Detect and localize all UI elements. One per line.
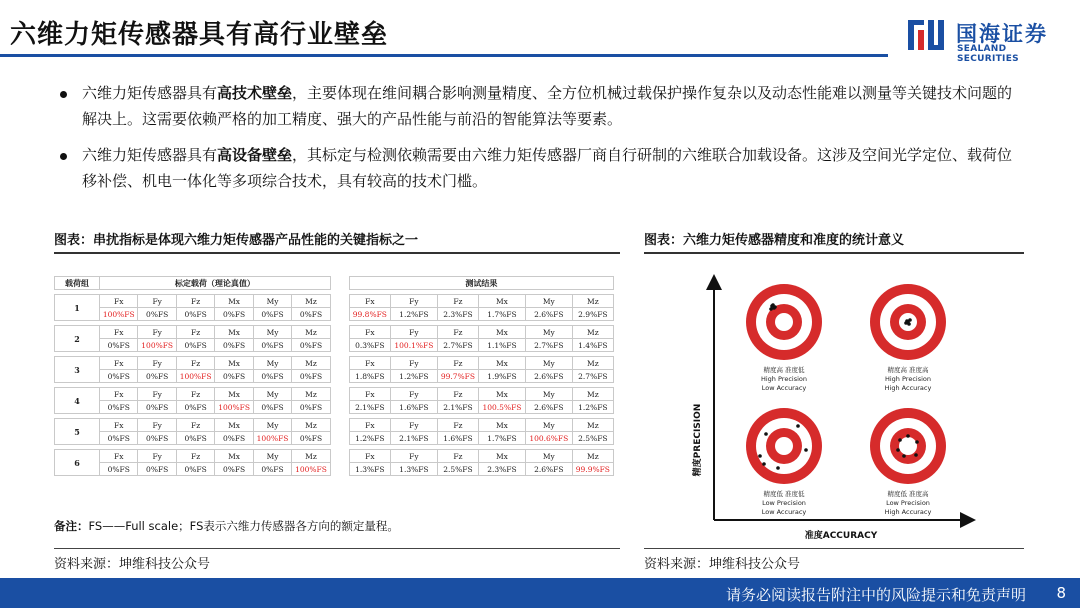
axis-header-cell: Fy	[390, 388, 437, 401]
bullet-dot-icon	[60, 153, 67, 160]
axis-header-cell: Fy	[390, 357, 437, 370]
crosstalk-table	[54, 276, 614, 476]
right-caption-rule	[644, 252, 1024, 254]
header-result: 测试结果	[349, 277, 613, 290]
axis-header-cell: Fy	[390, 295, 437, 308]
target-label: High Precision	[760, 375, 808, 383]
result-value-cell: 2.6%FS	[525, 308, 572, 321]
axis-header-cell: Fx	[349, 357, 390, 370]
table-row	[55, 450, 614, 463]
axis-header-cell: Mz	[292, 326, 330, 339]
target-label: High Accuracy	[884, 508, 932, 516]
load-group-cell: 4	[55, 388, 100, 414]
axis-header-cell: My	[525, 295, 572, 308]
load-value-cell: 0%FS	[215, 463, 253, 476]
result-value-cell: 2.5%FS	[572, 432, 613, 445]
target-label: High Precision	[884, 375, 932, 383]
header-load: 标定载荷（理论真值）	[100, 277, 331, 290]
result-value-cell: 2.3%FS	[437, 308, 478, 321]
page-number: 8	[1056, 584, 1066, 602]
target-label: Low Accuracy	[761, 508, 807, 516]
bullet-text-bold: 高设备壁垒	[217, 146, 293, 164]
result-value-cell: 2.3%FS	[479, 463, 526, 476]
axis-header-cell: Fz	[437, 450, 478, 463]
load-group-cell: 6	[55, 450, 100, 476]
logo-chinese-name: 国海证券	[956, 22, 1048, 46]
load-value-cell: 0%FS	[100, 463, 138, 476]
shot-mark	[773, 305, 777, 309]
load-value-cell: 100%FS	[253, 432, 291, 445]
shot-mark	[776, 466, 780, 470]
axis-header-cell: Fz	[176, 326, 214, 339]
axis-header-cell: Fx	[349, 295, 390, 308]
result-value-cell: 1.3%FS	[349, 463, 390, 476]
result-value-cell: 2.6%FS	[525, 463, 572, 476]
load-value-cell: 0%FS	[292, 308, 330, 321]
bullet-item	[60, 80, 1020, 132]
axis-header-cell: Fx	[349, 326, 390, 339]
axis-header-cell: Mx	[479, 357, 526, 370]
result-value-cell: 100.6%FS	[525, 432, 572, 445]
axis-header-cell: Mz	[572, 388, 613, 401]
load-value-cell: 0%FS	[292, 339, 330, 352]
load-value-cell: 0%FS	[176, 463, 214, 476]
result-value-cell: 1.7%FS	[479, 432, 526, 445]
table-row	[55, 357, 614, 370]
result-value-cell: 1.2%FS	[572, 401, 613, 414]
load-value-cell: 0%FS	[292, 432, 330, 445]
axis-header-cell: My	[253, 326, 291, 339]
load-value-cell: 100%FS	[100, 308, 138, 321]
axis-header-cell: Fx	[349, 450, 390, 463]
target-label: Low Accuracy	[761, 384, 807, 392]
shot-mark	[906, 434, 910, 438]
axis-header-cell: Fz	[176, 388, 214, 401]
axis-header-cell: My	[253, 357, 291, 370]
bullet-text-pre: 六维力矩传感器具有	[82, 84, 218, 102]
result-value-cell: 2.5%FS	[437, 463, 478, 476]
result-value-cell: 2.7%FS	[525, 339, 572, 352]
load-value-cell: 0%FS	[253, 401, 291, 414]
logo-english-name: SEALAND SECURITIES	[957, 44, 1019, 64]
load-group-cell: 5	[55, 419, 100, 445]
result-value-cell: 1.2%FS	[390, 370, 437, 383]
shot-mark	[902, 454, 906, 458]
load-value-cell: 0%FS	[138, 432, 176, 445]
title-rule	[0, 54, 888, 57]
load-value-cell: 0%FS	[215, 339, 253, 352]
axis-header-cell: Mz	[292, 388, 330, 401]
shot-mark	[764, 432, 768, 436]
axis-header-cell: Mx	[215, 326, 253, 339]
load-value-cell: 0%FS	[253, 370, 291, 383]
table-header-row	[55, 277, 614, 290]
axis-header-cell: My	[253, 450, 291, 463]
axis-header-cell: Fz	[437, 357, 478, 370]
load-value-cell: 0%FS	[100, 339, 138, 352]
result-value-cell: 2.6%FS	[525, 370, 572, 383]
load-value-cell: 100%FS	[215, 401, 253, 414]
result-value-cell: 99.7%FS	[437, 370, 478, 383]
axis-header-cell: Fy	[138, 388, 176, 401]
load-value-cell: 0%FS	[292, 401, 330, 414]
bullet-text-post: ，其标定与检测依赖需要由六维力矩传感器厂商自行研制的六维联合加载设备。这涉及空间光学定位、载荷位移补偿、机电一体化等多项综合技术，具有较高的技术门槛。	[82, 146, 1013, 190]
axis-header-cell: Mx	[479, 450, 526, 463]
left-source-rule	[54, 548, 620, 549]
axis-header-cell: Mx	[479, 419, 526, 432]
result-value-cell: 2.7%FS	[572, 370, 613, 383]
axis-header-cell: Fx	[100, 388, 138, 401]
result-value-cell: 2.1%FS	[437, 401, 478, 414]
load-value-cell: 0%FS	[100, 432, 138, 445]
result-value-cell: 1.7%FS	[479, 308, 526, 321]
target-high-precision-low-accuracy	[746, 284, 822, 392]
table-row	[55, 295, 614, 308]
result-value-cell: 1.8%FS	[349, 370, 390, 383]
axis-header-cell: Mz	[572, 419, 613, 432]
shot-mark	[907, 322, 911, 326]
axis-header-cell: Fy	[138, 326, 176, 339]
shot-mark	[804, 448, 808, 452]
table-separator	[330, 357, 349, 383]
right-figure-source: 资料来源：坤维科技公众号	[644, 557, 801, 572]
shot-mark	[758, 454, 762, 458]
load-group-cell: 3	[55, 357, 100, 383]
axis-header-cell: Fx	[349, 419, 390, 432]
axis-header-cell: My	[525, 357, 572, 370]
load-value-cell: 100%FS	[138, 339, 176, 352]
result-value-cell: 2.1%FS	[349, 401, 390, 414]
axis-header-cell: Fx	[349, 388, 390, 401]
target-label: 精度高 准度低	[763, 366, 805, 374]
table-separator	[330, 388, 349, 414]
bullet-dot-icon	[60, 91, 67, 98]
axis-header-cell: Mz	[572, 450, 613, 463]
left-caption-rule	[54, 252, 620, 254]
load-value-cell: 0%FS	[215, 432, 253, 445]
result-value-cell: 2.7%FS	[437, 339, 478, 352]
load-value-cell: 0%FS	[176, 308, 214, 321]
axis-header-cell: My	[525, 419, 572, 432]
axis-header-cell: Mx	[215, 450, 253, 463]
load-value-cell: 0%FS	[138, 308, 176, 321]
load-value-cell: 0%FS	[100, 401, 138, 414]
target-ring	[775, 313, 793, 331]
result-value-cell: 2.1%FS	[390, 432, 437, 445]
target-low-precision-low-accuracy	[746, 408, 822, 516]
axis-header-cell: Mz	[292, 419, 330, 432]
axis-header-cell: Fz	[437, 419, 478, 432]
axis-header-cell: Fz	[437, 295, 478, 308]
load-value-cell: 0%FS	[176, 401, 214, 414]
target-label: High Accuracy	[884, 384, 932, 392]
header-group: 载荷组	[55, 277, 100, 290]
result-value-cell: 2.6%FS	[525, 401, 572, 414]
page-title: 六维力矩传感器具有高行业壁垒	[10, 20, 389, 50]
shot-mark	[898, 438, 902, 442]
table-separator	[330, 295, 349, 321]
load-value-cell: 100%FS	[292, 463, 330, 476]
axis-header-cell: Fy	[390, 419, 437, 432]
result-value-cell: 1.1%FS	[479, 339, 526, 352]
sealand-logo-icon	[906, 16, 950, 56]
axis-header-cell: My	[253, 388, 291, 401]
x-axis-label: 准度ACCURACY	[804, 531, 878, 541]
axis-header-cell: Fy	[390, 326, 437, 339]
table-note	[54, 518, 399, 534]
result-value-cell: 99.8%FS	[349, 308, 390, 321]
bullet-text-bold: 高技术壁垒	[217, 84, 293, 102]
axis-header-cell: Mz	[572, 357, 613, 370]
table-separator	[330, 326, 349, 352]
axis-header-cell: Mz	[572, 295, 613, 308]
axis-header-cell: Fy	[138, 419, 176, 432]
axis-header-cell: Fy	[138, 295, 176, 308]
axis-header-cell: Fy	[138, 450, 176, 463]
bullet-text-post: ，主要体现在维间耦合影响测量精度、全方位机械过载保护操作复杂以及动态性能难以测量等关键技术问题的解决上。这需要依赖严格的加工精度、强大的产品性能与前沿的智能算法等要素。	[82, 84, 1013, 128]
result-value-cell: 1.3%FS	[390, 463, 437, 476]
axis-header-cell: My	[525, 450, 572, 463]
result-value-cell: 0.3%FS	[349, 339, 390, 352]
axis-header-cell: Mz	[572, 326, 613, 339]
bullet-item	[60, 142, 1020, 194]
target-label: 精度高 准度高	[887, 366, 929, 374]
table-separator	[330, 450, 349, 476]
result-value-cell: 1.2%FS	[390, 308, 437, 321]
axis-header-cell: Fx	[100, 295, 138, 308]
axis-header-cell: Mx	[215, 357, 253, 370]
shot-mark	[905, 319, 909, 323]
axis-header-cell: Mx	[479, 295, 526, 308]
result-value-cell: 100.5%FS	[479, 401, 526, 414]
shot-mark	[769, 307, 773, 311]
result-value-cell: 1.6%FS	[390, 401, 437, 414]
right-source-rule	[644, 548, 1024, 549]
load-value-cell: 0%FS	[138, 370, 176, 383]
table-row	[55, 326, 614, 339]
axis-header-cell: My	[525, 326, 572, 339]
axis-header-cell: Mx	[215, 419, 253, 432]
table-row	[55, 419, 614, 432]
axis-header-cell: Fx	[100, 357, 138, 370]
company-logo	[906, 14, 1066, 64]
result-value-cell: 1.6%FS	[437, 432, 478, 445]
target-label: Low Precision	[762, 499, 806, 507]
axis-header-cell: Mz	[292, 450, 330, 463]
result-value-cell: 2.9%FS	[572, 308, 613, 321]
shot-mark	[915, 440, 919, 444]
axis-header-cell: Fx	[100, 450, 138, 463]
axis-header-cell: Fz	[176, 357, 214, 370]
shot-mark	[914, 453, 918, 457]
left-figure-caption: 图表：串扰指标是体现六维力矩传感器产品性能的关键指标之一	[54, 233, 419, 248]
axis-header-cell: Fx	[100, 419, 138, 432]
load-value-cell: 0%FS	[176, 432, 214, 445]
axis-header-cell: Fy	[390, 450, 437, 463]
right-figure-caption: 图表：六维力矩传感器精度和准度的统计意义	[644, 233, 905, 248]
bullet-list	[60, 80, 1020, 204]
note-text: FS——Full scale；FS表示六维力传感器各方向的额定量程。	[88, 519, 399, 533]
target-label: 精度低 准度高	[887, 490, 929, 498]
shot-mark	[796, 424, 800, 428]
load-value-cell: 0%FS	[253, 463, 291, 476]
result-value-cell: 1.4%FS	[572, 339, 613, 352]
footer-disclaimer: 请务必阅读报告附注中的风险提示和免责声明	[725, 586, 1026, 604]
note-label: 备注：	[54, 519, 89, 533]
load-value-cell: 0%FS	[292, 370, 330, 383]
bullet-text-pre: 六维力矩传感器具有	[82, 146, 218, 164]
shot-mark	[896, 448, 900, 452]
table-separator	[330, 419, 349, 445]
axis-header-cell: Fz	[437, 388, 478, 401]
load-value-cell: 0%FS	[176, 339, 214, 352]
target-high-precision-high-accuracy	[870, 284, 946, 392]
axis-header-cell: Mz	[292, 295, 330, 308]
shot-mark	[762, 462, 766, 466]
result-value-cell: 1.2%FS	[349, 432, 390, 445]
precision-accuracy-diagram	[676, 270, 996, 542]
load-value-cell: 0%FS	[138, 463, 176, 476]
result-value-cell: 1.9%FS	[479, 370, 526, 383]
crosstalk-table-container	[54, 276, 614, 512]
axis-header-cell: Fy	[138, 357, 176, 370]
target-low-precision-high-accuracy	[870, 408, 946, 516]
target-ring	[775, 437, 793, 455]
load-value-cell: 0%FS	[253, 308, 291, 321]
axis-header-cell: Mx	[215, 295, 253, 308]
load-value-cell: 0%FS	[215, 370, 253, 383]
table-separator	[330, 277, 349, 290]
left-figure-source: 资料来源：坤维科技公众号	[54, 557, 211, 572]
load-value-cell: 0%FS	[138, 401, 176, 414]
axis-header-cell: Mx	[479, 388, 526, 401]
axis-header-cell: My	[525, 388, 572, 401]
load-value-cell: 0%FS	[215, 308, 253, 321]
load-value-cell: 0%FS	[253, 339, 291, 352]
footer-bar	[0, 578, 1080, 608]
target-label: Low Precision	[886, 499, 930, 507]
load-value-cell: 100%FS	[176, 370, 214, 383]
axis-header-cell: Mx	[215, 388, 253, 401]
axis-header-cell: Mx	[479, 326, 526, 339]
y-axis-label: 精度PRECISION	[693, 403, 703, 477]
axis-header-cell: My	[253, 295, 291, 308]
result-value-cell: 99.9%FS	[572, 463, 613, 476]
axis-header-cell: Fz	[176, 295, 214, 308]
load-group-cell: 2	[55, 326, 100, 352]
axis-header-cell: Mz	[292, 357, 330, 370]
table-row	[55, 388, 614, 401]
axis-header-cell: Fx	[100, 326, 138, 339]
load-group-cell: 1	[55, 295, 100, 321]
result-value-cell: 100.1%FS	[390, 339, 437, 352]
axis-header-cell: Fz	[437, 326, 478, 339]
target-label: 精度低 准度低	[763, 490, 805, 498]
axis-header-cell: My	[253, 419, 291, 432]
axis-header-cell: Fz	[176, 450, 214, 463]
axis-header-cell: Fz	[176, 419, 214, 432]
load-value-cell: 0%FS	[100, 370, 138, 383]
